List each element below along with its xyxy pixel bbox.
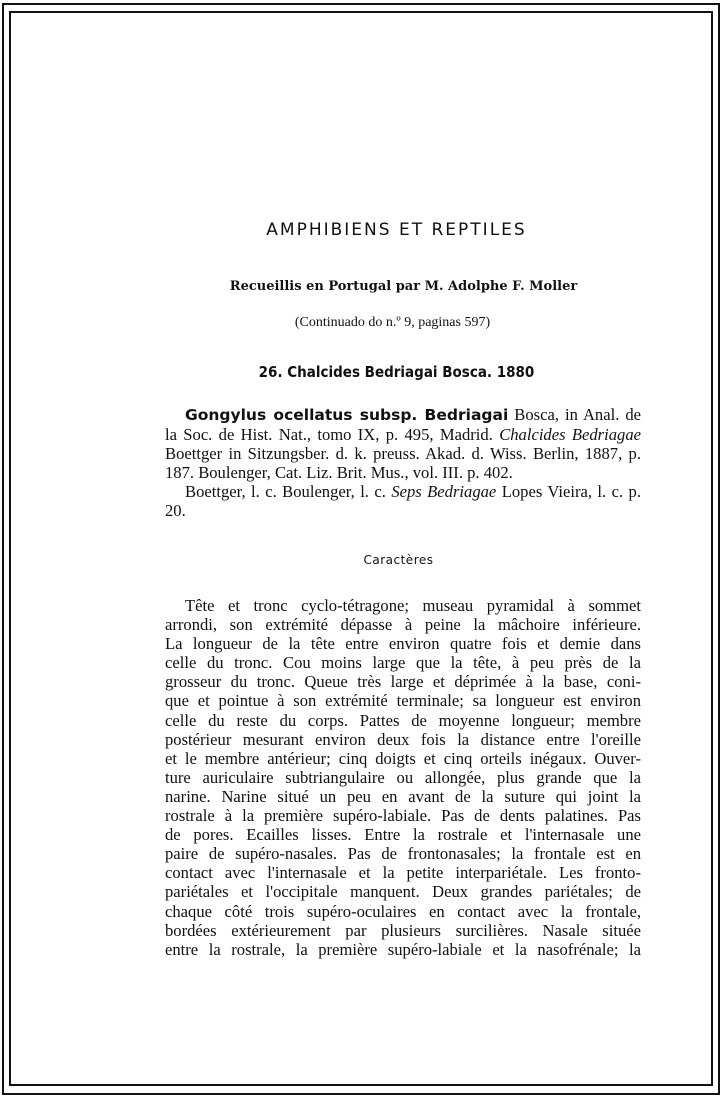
continuation-note: (Continuado do n.º 9, paginas 597) — [294, 315, 491, 330]
synonymy-italic: Chalcides Bedriagae — [499, 425, 641, 444]
text-line: que et pointue à son extrémité terminale; sa longueur est environ — [165, 691, 641, 711]
text-line: La longueur de la tête entre environ quatre fois et demie dans — [165, 634, 641, 654]
genus-name: Gongylus ocellatus subsp. Bedriagai — [185, 406, 509, 424]
text-line: bordées extérieurement par plusieurs surcilières. Nasale située — [165, 920, 641, 940]
text-line: rostrale à la première supéro-labiale. Pas de dents palatines. Pas — [165, 806, 641, 826]
text-line: entre la rostrale, la première supéro-labiale et la nasofrénale; la — [165, 939, 641, 959]
text-line: grosseur du tronc. Queue très large et déprimée à la base, coni- — [165, 672, 641, 692]
text-line: et le membre antérieur; cinq doigts et cinq orteils inégaux. Ouver- — [165, 748, 641, 768]
collection-subtitle: Recueillis en Portugal par M. Adolphe F. Moller — [229, 279, 578, 294]
description-paragraph — [165, 596, 641, 959]
synonymy-block — [165, 405, 641, 520]
text-line: postérieur mesurant environ deux fois la distance entre l'oreille — [165, 729, 641, 749]
text-line: narine. Narine situé un peu en avant de la suture qui joint la — [165, 786, 641, 806]
species-heading: 26. Chalcides Bedriagai Bosca. 1880 — [258, 363, 535, 381]
text-line: ture auriculaire subtriangulaire ou allongée, plus grande que la — [165, 767, 641, 787]
text-line: chaque côté trois supéro-oculaires en contact avec la frontale, — [165, 901, 641, 921]
synonymy-text: Bosca, in Anal. de la Soc. de Hist. Nat., tomo IX, p. 495, Madrid. — [165, 405, 641, 444]
text-line: Tête et tronc cyclo-tétragone; museau pyramidal à sommet — [185, 596, 641, 615]
page-title: AMPHIBIENS ET REPTILES — [266, 220, 527, 240]
text-line: paire de supéro-nasales. Pas de frontonasales; la frontale est en — [165, 844, 641, 864]
synonymy-text: Lopes Vieira, l. c. p. 20. — [165, 482, 642, 520]
synonymy-text: Boettger, l. c. Boulenger, l. c. — [185, 482, 392, 501]
text-line: contact avec l'internasale et la petite interpariétale. Les fronto- — [165, 863, 641, 883]
synonymy-paragraph — [165, 482, 641, 520]
text-line: arrondi, son extrémité dépasse à peine la mâchoire inférieure. — [165, 615, 641, 635]
synonymy-text: Boettger in Sitzungsber. d. k. preuss. Akad. d. Wiss. Berlin, 1887, p. 187. Boulenger, Cat. Liz. Brit. Mus., vol. III. p. 402. — [165, 444, 641, 482]
text-line: pariétales et l'occipitale manquent. Deux grandes pariétales; de — [165, 882, 641, 902]
synonymy-paragraph — [165, 405, 641, 482]
text-line: celle du tronc. Cou moins large que la tête, à peu près de la — [165, 653, 641, 673]
text-line: de pores. Ecailles lisses. Entre la rostrale et l'internasale une — [165, 825, 641, 845]
text-line: celle du reste du corps. Pattes de moyenne longueur; membre — [165, 710, 641, 730]
synonymy-italic: Seps Bedriagae — [391, 482, 497, 501]
section-heading-characters: Caractères — [363, 553, 434, 567]
